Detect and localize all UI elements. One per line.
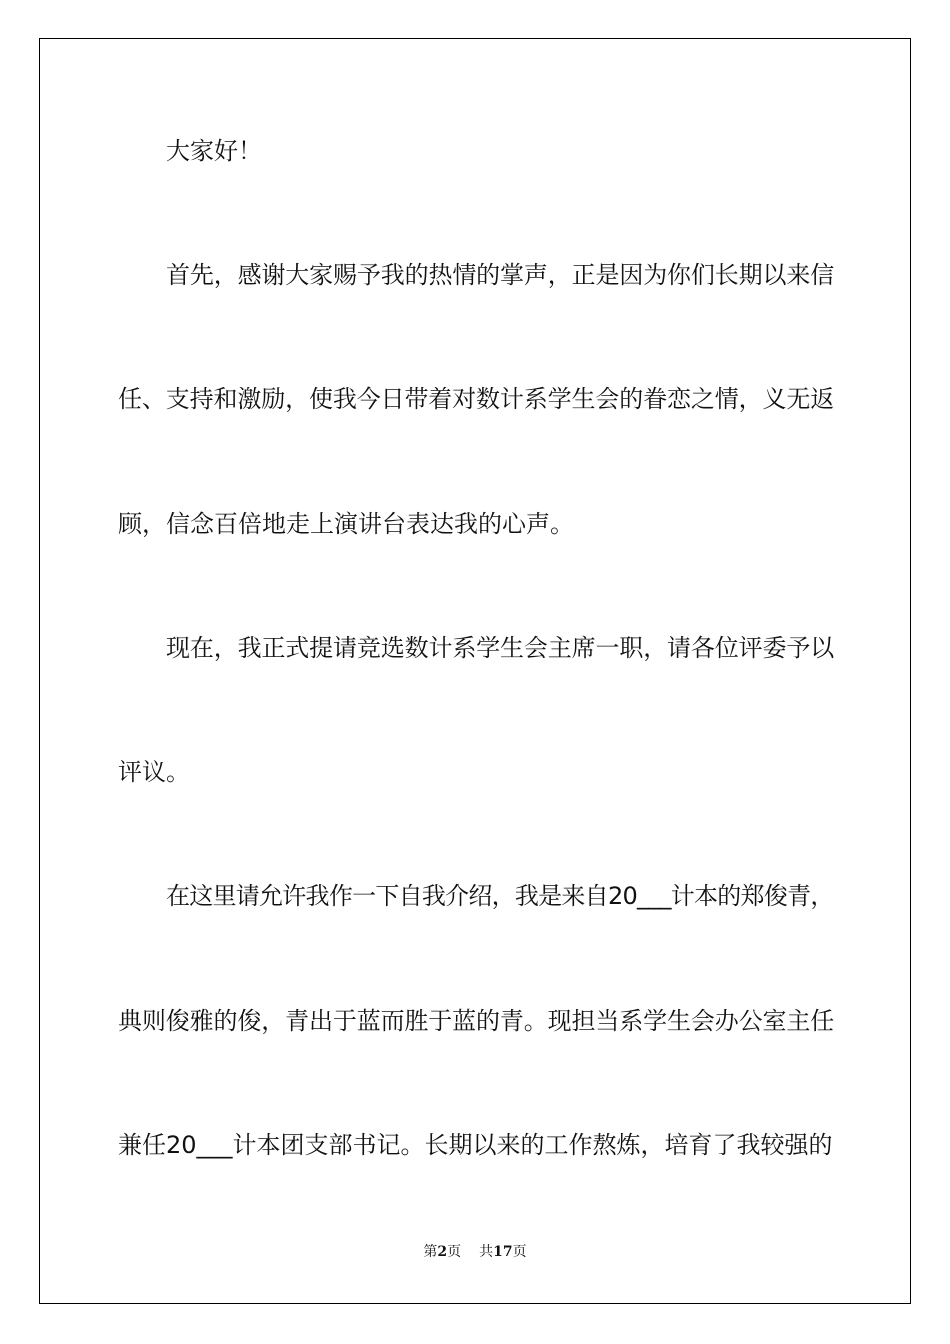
page-suffix: 页 xyxy=(447,1244,462,1260)
paragraph-line-9: 兼任20___计本团支部书记。长期以来的工作熬炼，培育了我较强的 xyxy=(118,1131,833,1159)
paragraph-line-5: 现在，我正式提请竞选数计系学生会主席一职，请各位评委予以 xyxy=(166,634,835,662)
paragraph-line-8: 典则俊雅的俊，青出于蓝而胜于蓝的青。现担当系学生会办公室主任 xyxy=(118,1007,835,1035)
paragraph-line-2: 首先，感谢大家赐予我的热情的掌声，正是因为你们长期以来信 xyxy=(166,261,835,289)
page-border xyxy=(39,38,911,1304)
page-footer xyxy=(0,1244,950,1260)
paragraph-line-4: 顾，信念百倍地走上演讲台表达我的心声。 xyxy=(118,510,574,538)
paragraph-line-1: 大家好！ xyxy=(166,137,262,165)
total-prefix: 共 xyxy=(479,1244,494,1260)
total-pages: 17 xyxy=(493,1244,513,1260)
paragraph-line-7: 在这里请允许我作一下自我介绍，我是来自20___计本的郑俊青， xyxy=(166,882,834,910)
paragraph-line-6: 评议。 xyxy=(118,758,190,786)
page-prefix: 第 xyxy=(423,1244,438,1260)
paragraph-line-3: 任、支持和激励，使我今日带着对数计系学生会的眷恋之情，义无返 xyxy=(118,385,835,413)
page-number: 2 xyxy=(437,1244,448,1260)
total-suffix: 页 xyxy=(512,1244,527,1260)
